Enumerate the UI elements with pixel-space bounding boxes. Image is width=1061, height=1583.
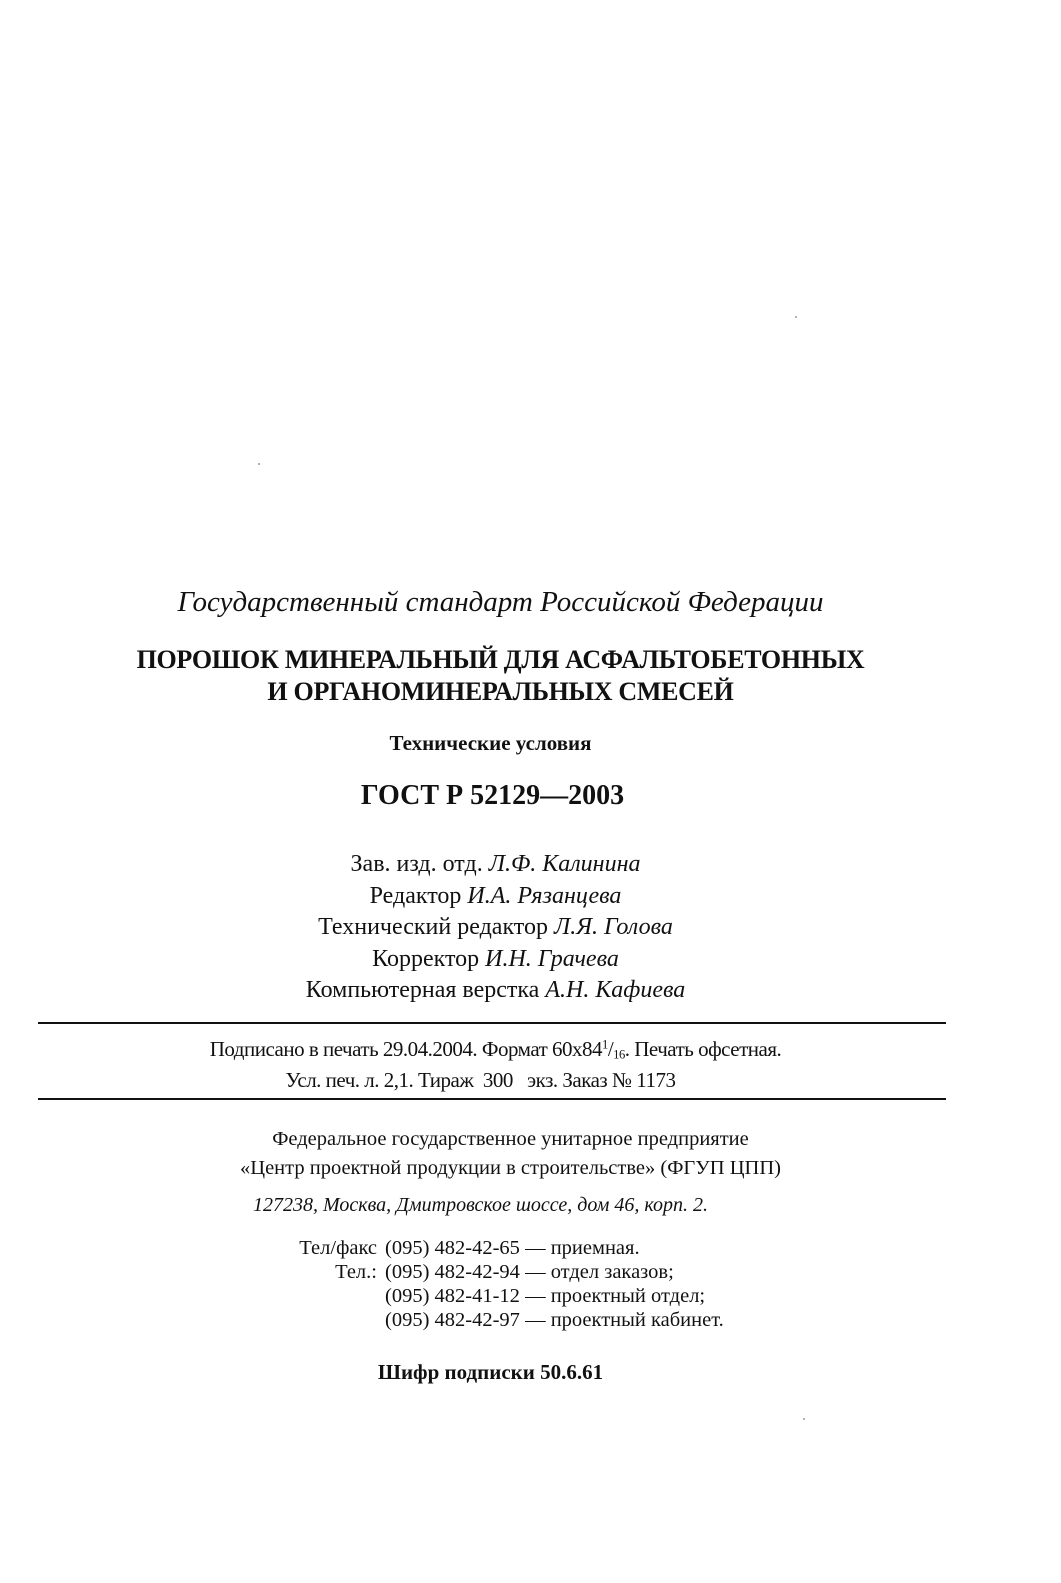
credit-row: [0, 975, 1026, 1007]
credit-name: А.Н. Кафиева: [545, 977, 686, 1003]
phone-row: [273, 1308, 724, 1332]
standard-type: Государственный стандарт Российской Федерации: [177, 586, 824, 618]
phone-desc: — проектный отдел;: [525, 1285, 706, 1307]
format-sub: 16: [613, 1047, 625, 1062]
phone-label: [273, 1308, 385, 1332]
phone-row: [273, 1284, 724, 1308]
divider-top: [38, 1022, 946, 1024]
phone-row: [273, 1236, 724, 1260]
credit-name: И.Н. Грачева: [485, 945, 619, 972]
phone-number: (095) 482-41-12: [385, 1285, 520, 1307]
gost-number: ГОСТ Р 52129—2003: [360, 780, 625, 811]
phone-list: [273, 1236, 724, 1332]
phone-desc: — отдел заказов;: [525, 1261, 674, 1283]
subtitle: Технические условия: [389, 731, 592, 755]
print-signed-text: Подписано в печать 29.04.2004. Формат 60x84: [209, 1037, 603, 1061]
credit-row: [0, 944, 1026, 976]
title-line-1: ПОРОШОК МИНЕРАЛЬНЫЙ ДЛЯ АСФАЛЬТОБЕТОННЫХ: [136, 645, 865, 674]
scan-speck: [258, 463, 260, 465]
credit-name: И.А. Рязанцева: [467, 882, 622, 909]
format-sup: 1: [602, 1037, 608, 1052]
phone-row: [273, 1260, 724, 1284]
publisher-address: 127238, Москва, Дмитровское шоссе, дом 46, корп. 2.: [252, 1194, 709, 1216]
phone-desc: — приемная.: [525, 1237, 640, 1259]
credit-row: [0, 881, 1026, 913]
scan-speck: [795, 316, 797, 318]
phone-number: (095) 482-42-97: [385, 1309, 520, 1331]
phone-label: Тел/факс: [299, 1237, 377, 1259]
scan-speck: [803, 1418, 805, 1420]
credit-role: Технический редактор: [318, 914, 548, 940]
credit-role: Зав. изд. отд.: [350, 851, 483, 877]
publisher-line-2: «Центр проектной продукции в строительстве» (ФГУП ЦПП): [240, 1157, 781, 1179]
credit-name: Л.Я. Голова: [553, 914, 673, 940]
credit-name: Л.Ф. Калинина: [488, 851, 641, 877]
credit-row: [0, 912, 1026, 944]
credit-role: Корректор: [372, 945, 480, 972]
format-sep: /: [607, 1037, 614, 1061]
credits-block: [0, 849, 1026, 1007]
phone-number: (095) 482-42-65: [385, 1237, 520, 1259]
phone-label: Тел.:: [335, 1261, 377, 1283]
credit-role: Редактор: [369, 882, 462, 909]
print-info-line-1: [0, 1037, 1026, 1063]
print-info-line-2: Усл. печ. л. 2,1. Тираж 300 экз. Заказ № 1173: [285, 1068, 676, 1092]
divider-bottom: [38, 1098, 946, 1100]
phone-desc: — проектный кабинет.: [525, 1309, 724, 1331]
title-line-2: И ОРГАНОМИНЕРАЛЬНЫХ СМЕСЕЙ: [267, 677, 734, 706]
phone-label: [273, 1284, 385, 1308]
print-suffix: . Печать офсетная.: [624, 1037, 782, 1061]
credit-role: Компьютерная верстка: [305, 977, 540, 1003]
phone-number: (095) 482-42-94: [385, 1261, 520, 1283]
publisher-line-1: Федеральное государственное унитарное предприятие: [272, 1128, 749, 1150]
credit-row: [0, 849, 1026, 881]
subscription-code: Шифр подписки 50.6.61: [377, 1360, 604, 1384]
